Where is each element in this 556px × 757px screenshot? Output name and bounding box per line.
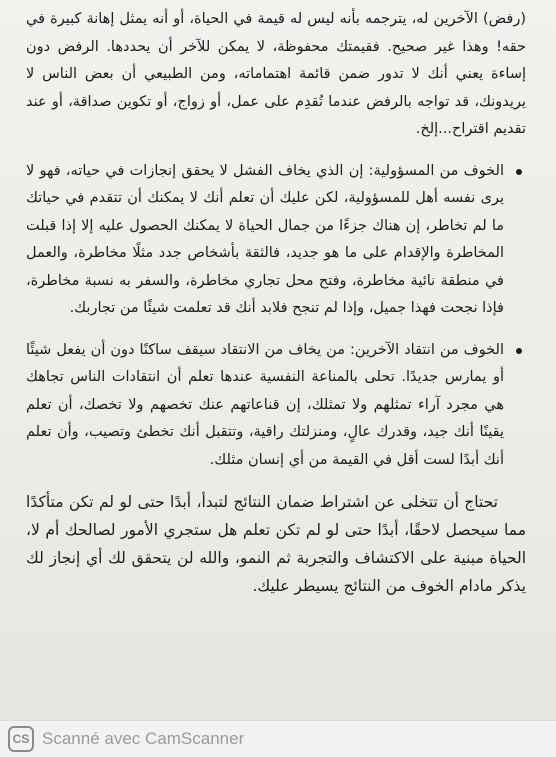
bullet-text: الخوف من انتقاد الآخرين: من يخاف من الانتقاد سيقف ساكنًا دون أن يفعل شيئًا أو يمارس جديدًا. تحلى بالمناعة النفسية عندها تعلم أن انتقادات الناس تجاهك هي مجرد آراء تمثلهم ولا تمثلك، إن قناعاتهم عنك تخصهم ولا تخصك، أن تعلم يقينًا أنك جيد، وقدرك عالٍ، ومنزلتك راقية، وتتقبل أنك تخطئ وتصيب، وأن تعلم أنك أبدًا لست أقل في القيمة من أي إنسان مثلك. bbox=[26, 341, 504, 468]
closing-paragraph: تحتاج أن تتخلى عن اشتراط ضمان النتائج لتبدأ، أبدًا حتى لو لم تكن متأكدًا مما سيحصل لاحقًا، أبدًا حتى لو لم تكن تعلم هل ستجري الأمور لصالحك أم لا، الحياة مبنية على الاكتشاف والتجربة ثم النمو، والله لن يتحقق لك أي إنجاز لك يذكر مادام الخوف من النتائج يسيطر عليك. bbox=[26, 493, 526, 595]
bullet-item-criticism bbox=[26, 337, 526, 475]
document-body bbox=[26, 6, 526, 600]
scanner-label: Scanné avec CamScanner bbox=[42, 729, 245, 748]
bullet-list bbox=[26, 158, 526, 475]
bullet-dot-icon bbox=[516, 348, 522, 354]
bullet-text: الخوف من المسؤولية: إن الذي يخاف الفشل لا يحقق إنجازات في حياته، فهو لا يرى نفسه أهل للمسؤولية، لكن عليك أن تعلم أنك لا يمكنك أن تتقدم في حياتك ما لم تخاطر، إن هناك جزءًا من جمال الحياة لا يمكنك الحصول عليه إلا إذا قبلت المخاطرة والإقدام على ما هو جديد، فالثقة بأشخاص جدد مثلًا مخاطرة، والعمل في منطقة نائية مخاطرة، وفتح محل تجاري مخاطرة، والسفر به نسبة مخاطرة، فإذا نجحت فهذا جميل، وإذا لم تنجح فلابد أنك قد تعلمت شيئًا من تجاربك. bbox=[26, 162, 504, 316]
camscanner-logo-icon: CS bbox=[8, 726, 34, 752]
bullet-item-responsibility bbox=[26, 158, 526, 323]
camscanner-footer bbox=[0, 720, 556, 757]
intro-paragraph: (رفض) الآخرين له، يترجمه بأنه ليس له قيمة في الحياة، أو أنه يمثل إهانة كبيرة في حقه! وهذا غير صحيح. فقيمتك محفوظة، لا يمكن للآخر أن يحددها. الرفض دون إساءة يعني أنك لا تدور ضمن قائمة اهتماماته، ومن الطبيعي أن بعض الناس لا يريدونك، قد تواجه بالرفض عندما تُقدِم على عمل، أو زواج، أو تكوين صداقة، أو عند تقديم اقتراح...إلخ. bbox=[26, 11, 526, 137]
bullet-dot-icon bbox=[516, 169, 522, 175]
